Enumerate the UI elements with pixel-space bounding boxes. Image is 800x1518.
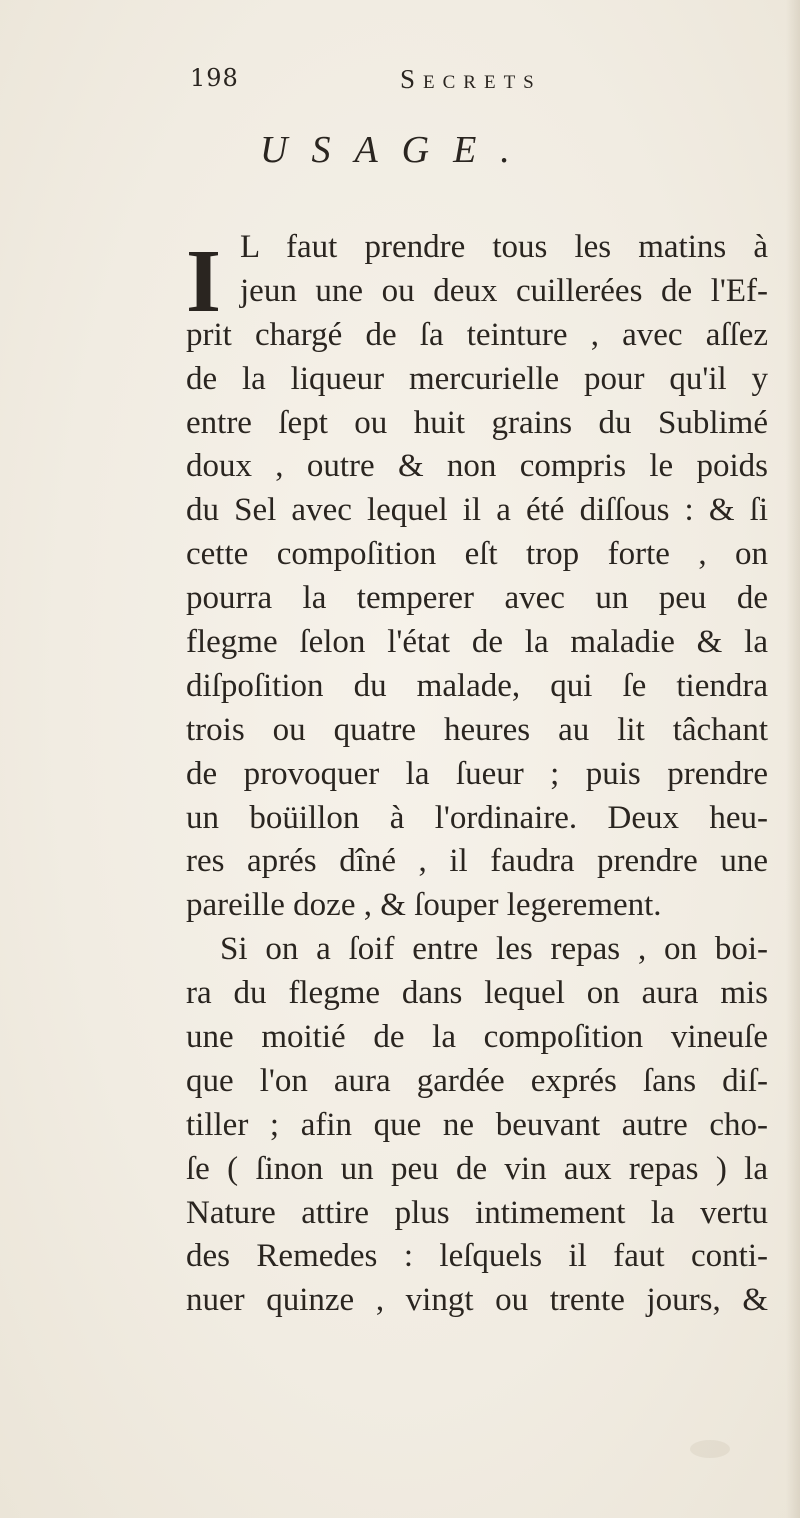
text-line: une moitié de la compoſition vineuſe — [186, 1019, 768, 1056]
text-line: pourra la temperer avec un peu de — [186, 580, 768, 617]
drop-cap: I — [186, 232, 222, 331]
text-line: nuer quinze , vingt ou trente jours, & — [186, 1282, 768, 1319]
paper-stain — [690, 1440, 730, 1458]
text-line: de provoquer la ſueur ; puis prendre — [186, 755, 768, 792]
page-edge-shadow — [786, 0, 800, 1518]
text-line: doux , outre & non compris le poids — [186, 448, 768, 485]
text-line: res aprés dîné , il faudra prendre une — [186, 843, 768, 880]
text-line: pareille doze , & ſouper legerement. — [186, 887, 662, 924]
text-line: L faut prendre tous les matins à — [240, 229, 768, 265]
page-number: 198 — [190, 64, 239, 92]
text-line: ra du flegme dans lequel on aura mis — [186, 975, 768, 1012]
text-line: jeun une ou deux cuillerées de l'Ef- — [240, 272, 768, 309]
text-line: de la liqueur mercurielle pour qu'il y — [186, 360, 768, 397]
text-line: des Remedes : leſquels il faut conti- — [186, 1238, 768, 1275]
text-line: flegme ſelon l'état de la maladie & la — [186, 624, 768, 661]
text-line: ſe ( ſinon un peu de vin aux repas ) la — [186, 1150, 768, 1187]
body-text — [186, 226, 768, 1323]
text-line: prit chargé de ſa teinture , avec aſſez — [186, 316, 768, 353]
text-line: entre ſept ou huit grains du Sublimé — [186, 404, 768, 441]
page-header — [190, 64, 750, 104]
running-head: Secrets — [400, 64, 542, 94]
text-line: cette compoſition eſt trop forte , on — [186, 536, 768, 573]
text-line: que l'on aura gardée exprés ſans diſ- — [186, 1062, 768, 1099]
section-title: USAGE. — [260, 129, 534, 171]
text-line: tiller ; afin que ne beuvant autre cho- — [186, 1106, 768, 1143]
text-line: un boüillon à l'ordinaire. Deux heu- — [186, 799, 768, 836]
text-line: Nature attire plus intimement la vertu — [186, 1194, 768, 1231]
text-line: trois ou quatre heures au lit tâchant — [186, 711, 768, 748]
text-line: Si on a ſoif entre les repas , on boi- — [220, 931, 768, 968]
text-line: du Sel avec lequel il a été diſſous : & ſi — [186, 492, 768, 529]
text-line: diſpoſition du malade, qui ſe tiendra — [186, 667, 768, 704]
